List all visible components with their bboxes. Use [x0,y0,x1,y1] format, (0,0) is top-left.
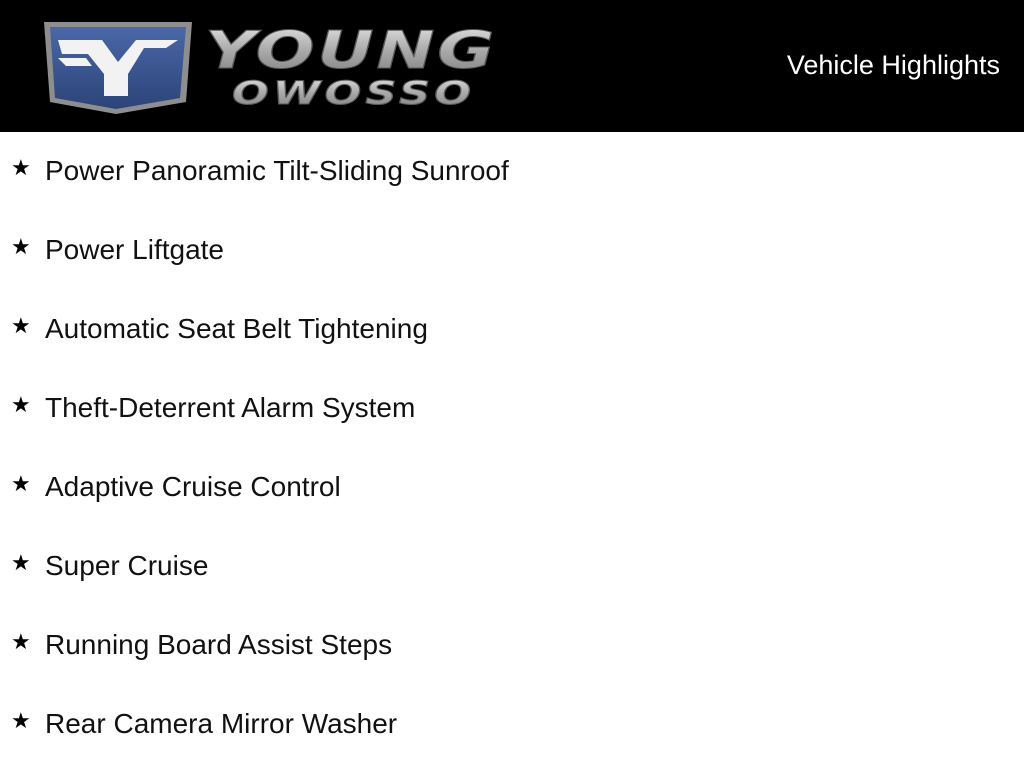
star-icon: ★ [11,630,31,655]
logo-wordmark-bottom: OWOSSO [232,74,475,112]
list-item [0,211,1024,290]
highlights-list [0,132,1024,764]
star-icon: ★ [11,156,31,181]
star-icon: ★ [11,472,31,497]
logo-wordmark-top: YOUNG [205,21,497,81]
highlight-label: Power Liftgate [45,234,224,265]
highlight-label: Automatic Seat Belt Tightening [45,313,428,344]
page-title: Vehicle Highlights [786,50,1000,80]
list-item [0,606,1024,685]
list-item [0,132,1024,211]
highlight-label: Power Panoramic Tilt-Sliding Sunroof [45,155,509,186]
star-icon: ★ [11,551,31,576]
star-icon: ★ [11,235,31,260]
list-item [0,369,1024,448]
list-item [0,290,1024,369]
list-item [0,527,1024,606]
highlight-label: Running Board Assist Steps [45,629,393,660]
highlight-label: Adaptive Cruise Control [45,471,341,502]
star-icon: ★ [11,393,31,418]
star-icon: ★ [11,314,31,339]
highlight-label: Super Cruise [45,550,209,581]
star-icon: ★ [11,709,31,734]
young-owosso-logo [40,18,510,118]
header-bar [0,0,1024,132]
highlight-label: Rear Camera Mirror Washer [45,708,398,739]
highlight-label: Theft-Deterrent Alarm System [45,392,416,423]
list-item [0,685,1024,764]
list-item [0,448,1024,527]
